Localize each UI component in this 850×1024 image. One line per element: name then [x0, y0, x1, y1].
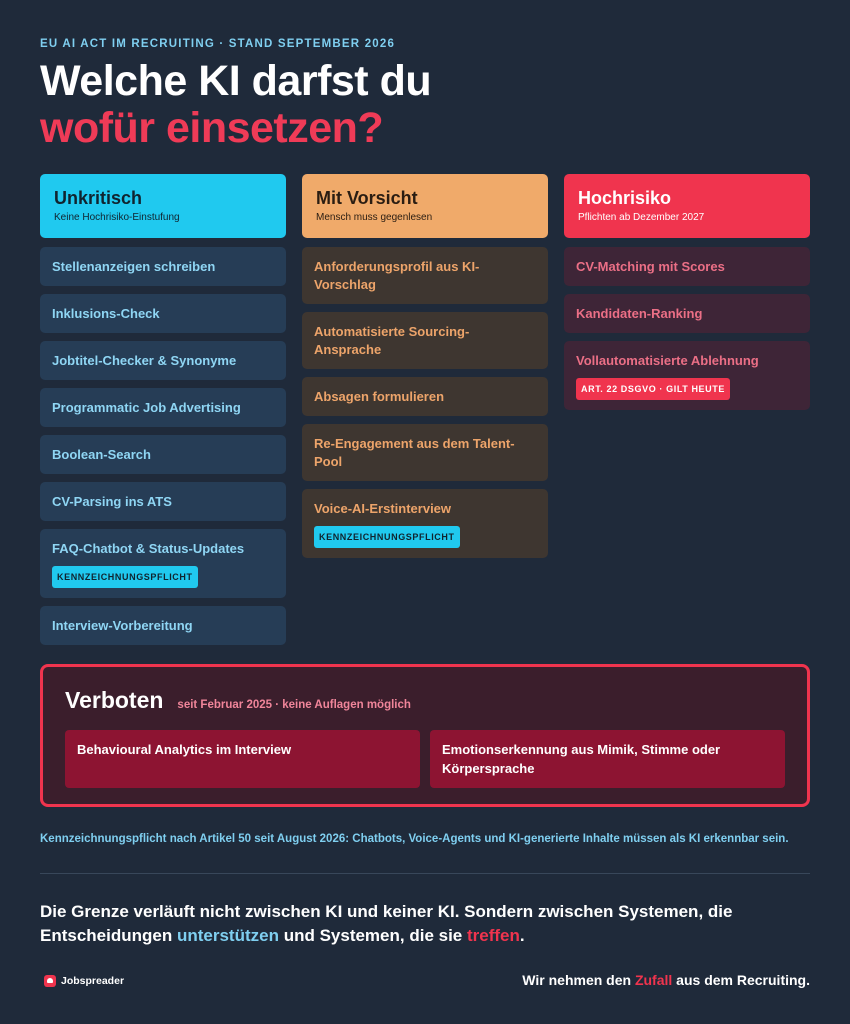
status-badge: KENNZEICHNUNGSPFLICHT — [52, 566, 198, 588]
item-label: FAQ-Chatbot & Status-Updates — [52, 541, 245, 556]
verboten-header — [65, 687, 785, 714]
quote-text: Die Grenze verläuft nicht zwischen KI und keiner KI. Sondern zwischen Systemen, die Entscheidungen — [40, 902, 733, 945]
footnote: Kennzeichnungspflicht nach Artikel 50 seit August 2026: Chatbots, Voice-Agents und KI-generierte Inhalte müssen als KI erkennbar sein. — [40, 833, 789, 845]
list-item — [302, 312, 548, 369]
list-item — [40, 388, 286, 427]
item-label: Programmatic Job Advertising — [52, 400, 241, 415]
list-item — [564, 294, 810, 333]
item-label: CV-Matching mit Scores — [576, 259, 725, 274]
item-label: Boolean-Search — [52, 447, 151, 462]
item-label: Anforderungsprofil aus KI-Vorschlag — [314, 259, 480, 292]
title-line-2: wofür einsetzen? — [40, 104, 384, 152]
status-badge: ART. 22 DSGVO · GILT HEUTE — [576, 378, 730, 400]
column-header — [40, 174, 286, 238]
item-label: Automatisierte Sourcing-Ansprache — [314, 324, 470, 357]
list-item — [40, 606, 286, 645]
column-hochrisiko — [564, 174, 810, 418]
item-label: Stellenanzeigen schreiben — [52, 259, 216, 274]
column-title: Mit Vorsicht — [316, 188, 418, 208]
column-header — [302, 174, 548, 238]
verboten-cards — [65, 730, 785, 788]
item-label: Jobtitel-Checker & Synonyme — [52, 353, 237, 368]
list-item — [302, 489, 548, 558]
column-header — [564, 174, 810, 238]
column-title: Hochrisiko — [578, 188, 672, 208]
tagline-text: aus dem Recruiting. — [672, 972, 810, 988]
tagline-highlight: Zufall — [634, 972, 673, 988]
list-item — [40, 435, 286, 474]
list-item — [40, 529, 286, 598]
page-title — [40, 58, 431, 152]
item-label: Kandidaten-Ranking — [576, 306, 703, 321]
quote-text: . — [519, 926, 525, 945]
tagline-text: Wir nehmen den — [522, 972, 635, 988]
item-label: Vollautomatisierte Ablehnung — [576, 353, 759, 368]
jobspreader-logo-icon — [44, 975, 56, 987]
list-item — [302, 377, 548, 416]
column-subtitle: Keine Hochrisiko-Einstufung — [54, 212, 180, 223]
item-label: Inklusions-Check — [52, 306, 160, 321]
item-label: Interview-Vorbereitung — [52, 618, 193, 633]
list-item — [564, 341, 810, 410]
quote — [40, 900, 800, 948]
quote-highlight: unterstützen — [176, 926, 279, 945]
verboten-card: Emotionserkennung aus Mimik, Stimme oder Körpersprache — [430, 730, 785, 788]
column-mit-vorsicht — [302, 174, 548, 566]
quote-text: und Systemen, die sie — [278, 926, 467, 945]
item-label: Absagen formulieren — [314, 389, 445, 404]
list-item — [40, 482, 286, 521]
verboten-subtitle: seit Februar 2025 · keine Auflagen möglich — [177, 699, 411, 711]
list-item — [564, 247, 810, 286]
column-unkritisch — [40, 174, 286, 653]
kicker: EU AI ACT IM RECRUITING · STAND SEPTEMBER 2026 — [40, 38, 396, 50]
item-label: Voice-AI-Erstinterview — [314, 501, 452, 516]
column-subtitle: Mensch muss gegenlesen — [316, 212, 433, 223]
status-badge: KENNZEICHNUNGSPFLICHT — [314, 526, 460, 548]
tagline — [522, 972, 810, 988]
verboten-panel — [40, 664, 810, 807]
column-subtitle: Pflichten ab Dezember 2027 — [578, 212, 705, 223]
verboten-card: Behavioural Analytics im Interview — [65, 730, 420, 788]
title-line-1: Welche KI darfst du — [40, 57, 432, 105]
list-item — [302, 247, 548, 304]
list-item — [40, 341, 286, 380]
logo-text: Jobspreader — [61, 975, 125, 987]
quote-highlight: treffen — [466, 926, 520, 945]
item-label: CV-Parsing ins ATS — [52, 494, 172, 509]
list-item — [302, 424, 548, 481]
list-item — [40, 294, 286, 333]
divider — [40, 873, 810, 874]
verboten-title: Verboten — [65, 687, 164, 713]
list-item — [40, 247, 286, 286]
item-label: Re-Engagement aus dem Talent-Pool — [314, 436, 515, 469]
logo — [44, 975, 124, 987]
column-title: Unkritisch — [54, 188, 143, 208]
